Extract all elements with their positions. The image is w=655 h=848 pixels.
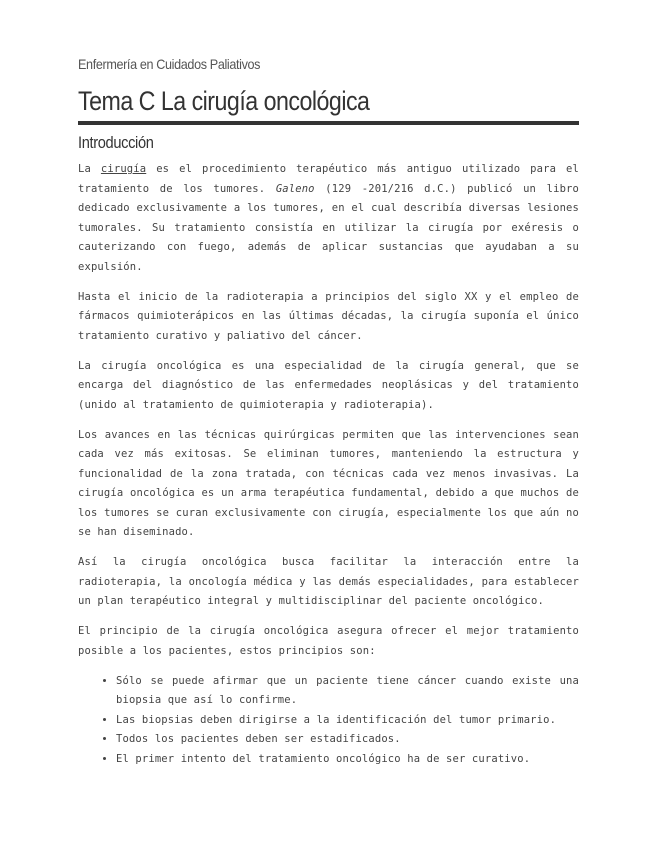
paragraph-1-text-a: La [78, 163, 101, 175]
document-body [78, 160, 579, 769]
paragraph-6: El principio de la cirugía oncológica asegura ofrecer el mejor tratamiento posible a los pacientes, estos principios son: [78, 625, 579, 657]
paragraph-1 [78, 160, 579, 277]
paragraph-3: La cirugía oncológica es una especialidad de la cirugía general, que se encarga del diagnóstico de las enfermedades neoplásicas y del tratamiento (unido al tratamiento de quimioterapia y radioterapia). [78, 359, 579, 411]
galeno-emphasis: Galeno [275, 182, 315, 195]
paragraph-1-text-b: es el procedimiento terapéutico más antiguo utilizado para el tratamiento de los tumores. [78, 163, 579, 195]
course-subject: Enfermería en Cuidados Paliativos [78, 56, 261, 72]
list-item: • Las biopsias deben dirigirse a la identificación del tumor primario. [116, 711, 579, 731]
cirugia-link[interactable]: cirugía [100, 163, 147, 175]
title-divider [78, 121, 579, 125]
paragraph-2: Hasta el inicio de la radioterapia a principios del siglo XX y el empleo de fármacos quimioterápicos en las últimas décadas, la cirugía suponía el único tratamiento curativo y paliativo del cáncer. [78, 290, 579, 342]
list-item: • Sólo se puede afirmar que un paciente tiene cáncer cuando existe una biopsia que así lo confirme. [116, 672, 579, 711]
principles-list [78, 672, 579, 770]
section-heading: Introducción [78, 133, 154, 152]
page-title: Tema C La cirugía oncológica [78, 86, 370, 116]
paragraph-1-text-c: (129 -201/216 d.C.) publicó un libro dedicado exclusivamente a los tumores, en el cual describía diversas lesiones tumorales. Su tratamiento consistía en utilizar la cirugía por exéresis o cauterizando con fuego, además de aplicar sustancias que ayudaban a su expulsión. [78, 182, 580, 273]
list-item: • Todos los pacientes deben ser estadificados. [116, 730, 579, 750]
list-item: • El primer intento del tratamiento oncológico ha de ser curativo. [116, 750, 579, 770]
paragraph-4: Los avances en las técnicas quirúrgicas permiten que las intervenciones sean cada vez más exitosas. Se eliminan tumores, manteniendo la estructura y funcionalidad de la zona tratada, con técnicas cada vez menos invasivas. La cirugía oncológica es un arma terapéutica fundamental, debido a que muchos de los tumores se curan exclusivamente con cirugía, especialmente los que aún no se han diseminado. [78, 428, 579, 538]
paragraph-5: Así la cirugía oncológica busca facilitar la interacción entre la radioterapia, la oncología médica y las demás especialidades, para establecer un plan terapéutico integral y multidisciplinar del paciente oncológico. [78, 556, 579, 607]
